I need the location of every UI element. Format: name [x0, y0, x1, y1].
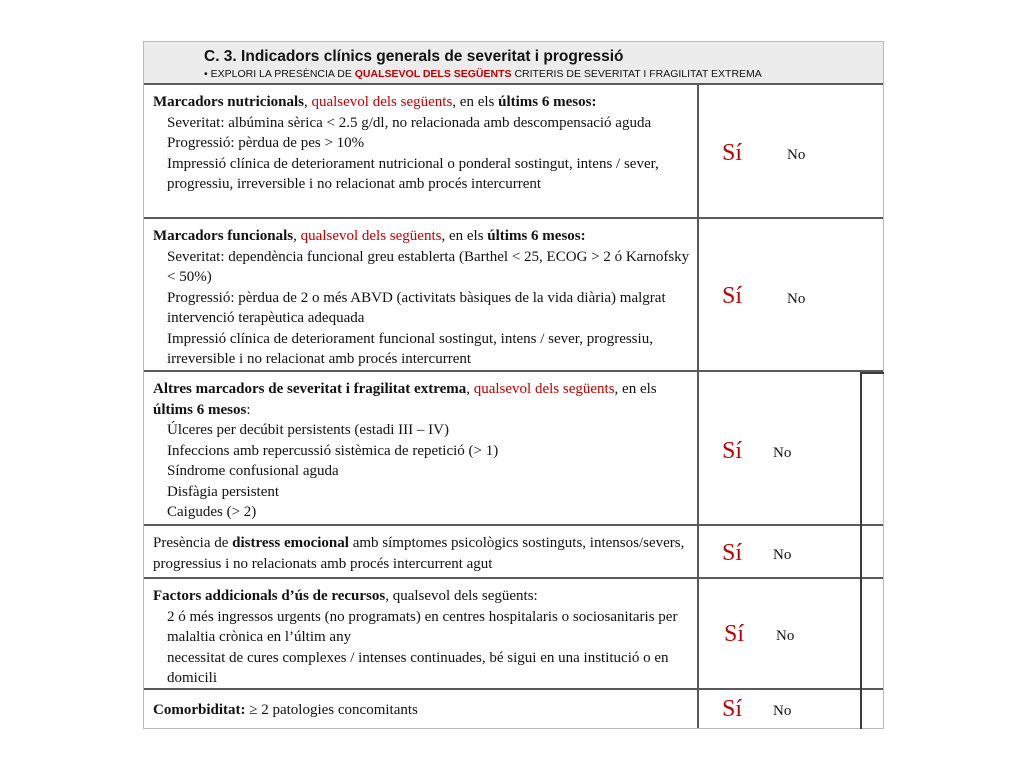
right-column-divider: [860, 372, 862, 729]
criterion-item: Severitat: albúmina sèrica < 2.5 g/dl, no relacionada amb descompensació aguda: [167, 114, 652, 131]
row-heading: Altres marcadors de severitat i fragilitat extrema, qualsevol dels següents, en els últims 6 mesos:: [153, 381, 657, 418]
criterion-item: necessitat de cures complexes / intenses continuades, bé sigui en una institució o en domicili: [167, 649, 669, 686]
section-subtitle: • EXPLORI LA PRESÈNCIA DE QUALSEVOL DELS SEGÜENTS CRITERIS DE SEVERITAT I FRAGILITAT EXTREMA: [204, 68, 762, 80]
option-no[interactable]: No: [773, 445, 792, 461]
option-si[interactable]: Sí: [722, 540, 743, 566]
option-no[interactable]: No: [776, 628, 795, 644]
row-other-severity-markers: [144, 372, 883, 526]
criterion-item: Úlceres per decúbit persistents (estadi III – IV): [167, 422, 449, 438]
criterion-item: Impressió clínica de deteriorament nutricional o ponderal sostingut, intens / sever, progressiu, irreversible i no relacionat amb procés intercurrent: [167, 155, 659, 192]
criterion-item: Progressió: pèrdua de 2 o més ABVD (activitats bàsiques de la vida diària) malgrat intervenció terapèutica adequada: [167, 289, 666, 326]
row-heading: Marcadors funcionals, qualsevol dels següents, en els últims 6 mesos:: [153, 228, 586, 244]
option-si[interactable]: Sí: [722, 438, 743, 464]
option-no[interactable]: No: [787, 291, 806, 307]
row-heading: Factors addicionals d’ús de recursos, qualsevol dels següents:: [153, 588, 538, 604]
option-si[interactable]: Sí: [722, 696, 743, 722]
criterion-item: Infeccions amb repercussió sistèmica de repetició (> 1): [167, 442, 499, 459]
option-si[interactable]: Sí: [722, 140, 743, 166]
row-nutritional-markers: [144, 85, 883, 219]
option-no[interactable]: No: [773, 547, 792, 563]
row-functional-markers: [144, 219, 883, 372]
row-comorbidity: Comorbiditat: ≥ 2 patologies concomitants Sí No: [144, 690, 883, 728]
section-title: C. 3. Indicadors clínics generals de severitat i progressió: [204, 48, 624, 65]
right-column-top-border: [860, 372, 884, 374]
row-heading: Marcadors nutricionals, qualsevol dels següents, en els últims 6 mesos:: [153, 94, 597, 110]
table-header: [144, 42, 883, 85]
criterion-item: Disfàgia persistent: [167, 483, 280, 500]
option-si[interactable]: Sí: [722, 283, 743, 309]
criterion-item: Progressió: pèrdua de pes > 10%: [167, 135, 365, 151]
criterion-item: Impressió clínica de deteriorament funcional sostingut, intens / sever, progressiu, irreversible i no relacionat amb procés intercurrent: [167, 330, 653, 367]
option-si[interactable]: Sí: [724, 621, 745, 647]
criterion-item: Síndrome confusional aguda: [167, 463, 339, 479]
criterion-item: Severitat: dependència funcional greu establerta (Barthel < 25, ECOG > 2 ó Karnofsky < 50%): [167, 248, 690, 285]
option-no[interactable]: No: [787, 147, 806, 163]
row-emotional-distress: Presència de distress emocional amb símptomes psicològics sostinguts, intensos/severs, progressius i no relacionats amb procés intercurrent agut Sí No: [144, 526, 883, 579]
row-resource-factors: [144, 579, 883, 690]
criterion-item: 2 ó més ingressos urgents (no programats) en centres hospitalaris o sociosanitaris per malaltia crònica en l’últim any: [167, 608, 678, 645]
option-no[interactable]: No: [773, 703, 792, 719]
criterion-item: Caigudes (> 2): [167, 504, 257, 520]
